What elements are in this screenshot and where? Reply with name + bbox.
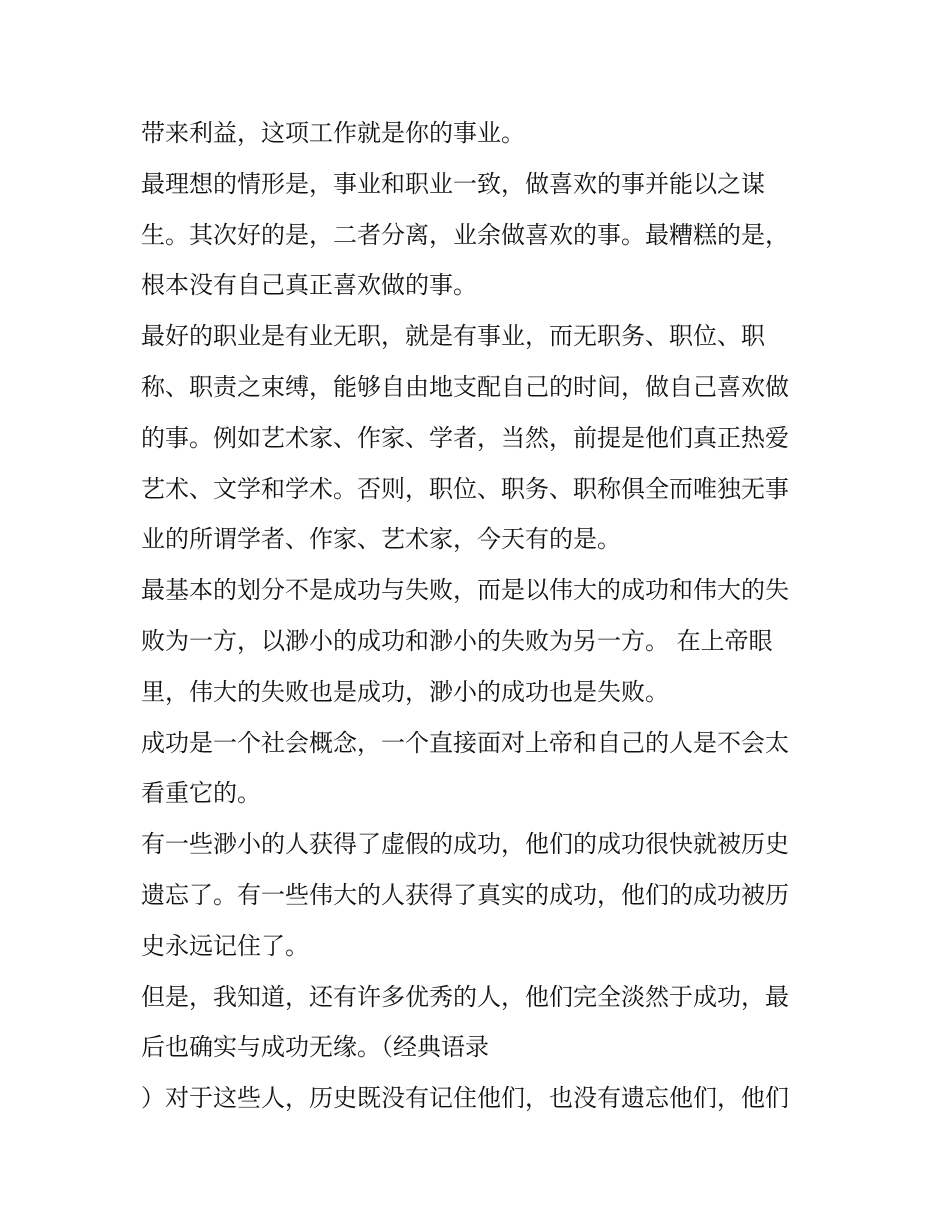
- text-line: 最好的职业是有业无职，就是有事业，而无职务、职位、职: [141, 322, 765, 351]
- text-line: 的事。例如艺术家、作家、学者，当然，前提是他们真正热爱: [141, 423, 789, 452]
- text-line: 最理想的情形是，事业和职业一致，做喜欢的事并能以之谋: [141, 169, 765, 198]
- text-line: 带来利益，这项工作就是你的事业。: [141, 119, 525, 147]
- text-line: 生。其次好的是，二者分离，业余做喜欢的事。最糟糕的是，: [141, 220, 789, 249]
- text-line: 艺术、文学和学术。否则，职位、职务、职称俱全而唯独无事: [141, 474, 789, 503]
- text-line: 有一些渺小的人获得了虚假的成功，他们的成功很快就被历史: [141, 830, 789, 859]
- text-line: 看重它的。: [141, 779, 261, 808]
- text-line: 败为一方，以渺小的成功和渺小的失败为另一方。 在上帝眼: [141, 626, 773, 655]
- text-line: 业的所谓学者、作家、艺术家，今天有的是。: [141, 525, 621, 554]
- text-line: 里，伟大的失败也是成功，渺小的成功也是失败。: [141, 677, 669, 706]
- text-line: 遗忘了。有一些伟大的人获得了真实的成功，他们的成功被历: [141, 880, 789, 909]
- text-line: 最基本的划分不是成功与失败，而是以伟大的成功和伟大的失: [141, 576, 789, 605]
- text-line: ）对于这些人，历史既没有记住他们，也没有遗忘他们，他们: [141, 1084, 789, 1113]
- text-line: 史永远记住了。: [141, 931, 309, 960]
- document-body: [141, 108, 821, 1124]
- text-line: 成功是一个社会概念，一个直接面对上帝和自己的人是不会太: [141, 728, 789, 757]
- text-line: 称、职责之束缚，能够自由地支配自己的时间，做自己喜欢做: [141, 372, 789, 401]
- text-line: 但是，我知道，还有许多优秀的人，他们完全淡然于成功，最: [141, 982, 789, 1011]
- text-line: 后也确实与成功无缘。（经典语录: [141, 1033, 489, 1062]
- text-line: 根本没有自己真正喜欢做的事。: [141, 271, 477, 300]
